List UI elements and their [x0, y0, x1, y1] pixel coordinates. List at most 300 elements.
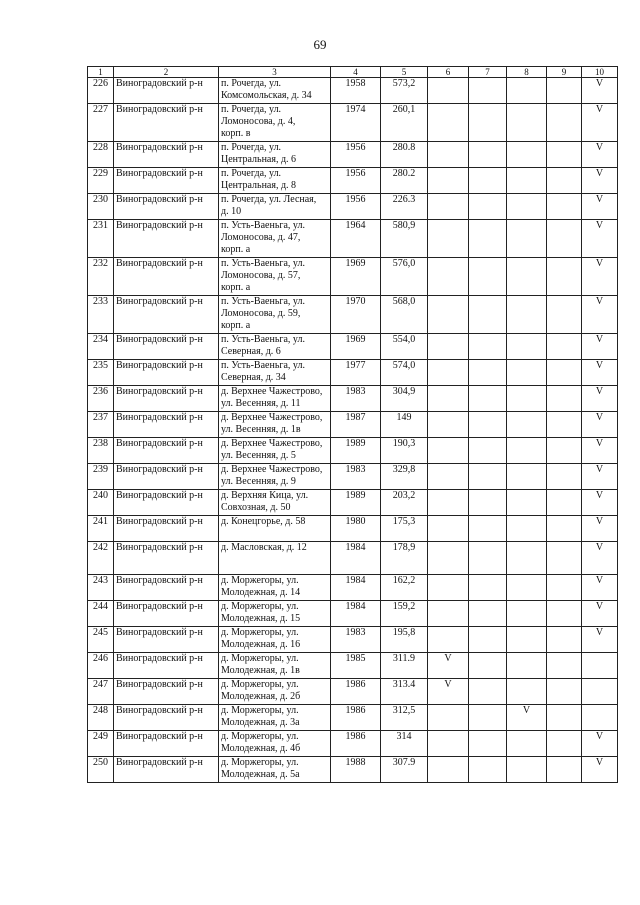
address-cell — [219, 731, 331, 757]
address-line: Молодежная, д. 14 — [221, 587, 301, 598]
year-cell: 1958 — [331, 78, 381, 104]
column-8-mark-cell — [507, 412, 547, 438]
column-7-cell — [469, 258, 507, 296]
column-7-cell — [469, 142, 507, 168]
area-cell: 203,2 — [381, 490, 428, 516]
district-cell: Виноградовский р-н — [114, 490, 219, 516]
address-line: Молодежная, д. 5а — [221, 769, 300, 780]
address-line: п. Усть-Ваеньга, ул. — [221, 258, 305, 269]
column-9-cell — [547, 386, 582, 412]
district-cell: Виноградовский р-н — [114, 168, 219, 194]
column-7-cell — [469, 705, 507, 731]
column-6-mark-cell — [428, 490, 469, 516]
column-10-mark-cell — [582, 679, 618, 705]
column-6-mark-cell: V — [428, 653, 469, 679]
year-cell: 1974 — [331, 104, 381, 142]
column-6-mark-cell — [428, 220, 469, 258]
address-cell — [219, 601, 331, 627]
column-9-cell — [547, 679, 582, 705]
column-10-mark-cell: V — [582, 194, 618, 220]
column-6-mark-cell: V — [428, 679, 469, 705]
area-cell: 576,0 — [381, 258, 428, 296]
column-8-mark-cell — [507, 575, 547, 601]
column-8-mark-cell — [507, 679, 547, 705]
column-6-mark-cell — [428, 258, 469, 296]
row-number-cell: 237 — [88, 412, 114, 438]
area-cell: 280.8 — [381, 142, 428, 168]
column-10-mark-cell: V — [582, 168, 618, 194]
column-6-mark-cell — [428, 296, 469, 334]
column-10-mark-cell: V — [582, 601, 618, 627]
row-number-cell: 242 — [88, 542, 114, 575]
column-7-cell — [469, 296, 507, 334]
area-cell: 312,5 — [381, 705, 428, 731]
address-line: п. Усть-Ваеньга, ул. — [221, 334, 305, 345]
year-cell: 1956 — [331, 168, 381, 194]
column-7-cell — [469, 490, 507, 516]
column-9-cell — [547, 516, 582, 542]
column-header: 10 — [582, 67, 618, 78]
column-header: 7 — [469, 67, 507, 78]
address-line: Молодежная, д. 16 — [221, 639, 301, 650]
address-cell — [219, 168, 331, 194]
column-7-cell — [469, 104, 507, 142]
year-cell: 1986 — [331, 705, 381, 731]
row-number-cell: 246 — [88, 653, 114, 679]
column-9-cell — [547, 142, 582, 168]
address-cell — [219, 438, 331, 464]
area-cell: 580,9 — [381, 220, 428, 258]
column-8-mark-cell — [507, 542, 547, 575]
row-number-cell: 238 — [88, 438, 114, 464]
row-number-cell: 247 — [88, 679, 114, 705]
table-row — [88, 296, 618, 334]
district-cell: Виноградовский р-н — [114, 516, 219, 542]
column-7-cell — [469, 542, 507, 575]
address-line: Молодежная, д. 15 — [221, 613, 301, 624]
column-10-mark-cell — [582, 705, 618, 731]
column-8-mark-cell — [507, 142, 547, 168]
area-cell: 175,3 — [381, 516, 428, 542]
address-line: корп. а — [221, 282, 251, 293]
column-9-cell — [547, 490, 582, 516]
column-7-cell — [469, 438, 507, 464]
table-row — [88, 220, 618, 258]
column-7-cell — [469, 220, 507, 258]
row-number-cell: 244 — [88, 601, 114, 627]
address-cell — [219, 78, 331, 104]
address-cell — [219, 104, 331, 142]
district-cell: Виноградовский р-н — [114, 653, 219, 679]
column-6-mark-cell — [428, 386, 469, 412]
area-cell: 226.3 — [381, 194, 428, 220]
address-cell — [219, 386, 331, 412]
column-7-cell — [469, 194, 507, 220]
column-8-mark-cell — [507, 104, 547, 142]
column-10-mark-cell: V — [582, 412, 618, 438]
address-cell — [219, 142, 331, 168]
row-number-cell: 231 — [88, 220, 114, 258]
table-row — [88, 104, 618, 142]
column-10-mark-cell: V — [582, 220, 618, 258]
column-9-cell — [547, 412, 582, 438]
district-cell: Виноградовский р-н — [114, 627, 219, 653]
column-7-cell — [469, 679, 507, 705]
column-7-cell — [469, 516, 507, 542]
address-line: п. Усть-Ваеньга, ул. — [221, 360, 305, 371]
area-cell: 195,8 — [381, 627, 428, 653]
column-10-mark-cell: V — [582, 296, 618, 334]
address-line: д. Верхнее Чажестрово, — [221, 464, 323, 475]
column-8-mark-cell — [507, 168, 547, 194]
column-10-mark-cell: V — [582, 757, 618, 783]
column-10-mark-cell: V — [582, 627, 618, 653]
housing-registry-table — [87, 66, 618, 783]
district-cell: Виноградовский р-н — [114, 104, 219, 142]
column-6-mark-cell — [428, 575, 469, 601]
district-cell: Виноградовский р-н — [114, 731, 219, 757]
area-cell: 304,9 — [381, 386, 428, 412]
address-line: ул. Весенняя, д. 11 — [221, 398, 301, 409]
area-cell: 568,0 — [381, 296, 428, 334]
table-row — [88, 438, 618, 464]
column-10-mark-cell: V — [582, 258, 618, 296]
district-cell: Виноградовский р-н — [114, 386, 219, 412]
column-9-cell — [547, 757, 582, 783]
address-line: Ломоносова, д. 59, — [221, 308, 301, 319]
area-cell: 178,9 — [381, 542, 428, 575]
column-8-mark-cell — [507, 220, 547, 258]
year-cell: 1985 — [331, 653, 381, 679]
column-8-mark-cell — [507, 334, 547, 360]
district-cell: Виноградовский р-н — [114, 679, 219, 705]
column-9-cell — [547, 653, 582, 679]
table-row — [88, 731, 618, 757]
district-cell: Виноградовский р-н — [114, 412, 219, 438]
column-9-cell — [547, 601, 582, 627]
address-line: Комсомольская, д. 34 — [221, 90, 312, 101]
column-9-cell — [547, 627, 582, 653]
year-cell: 1969 — [331, 334, 381, 360]
district-cell: Виноградовский р-н — [114, 334, 219, 360]
column-9-cell — [547, 464, 582, 490]
district-cell: Виноградовский р-н — [114, 194, 219, 220]
year-cell: 1984 — [331, 542, 381, 575]
district-cell: Виноградовский р-н — [114, 705, 219, 731]
column-10-mark-cell: V — [582, 142, 618, 168]
address-cell — [219, 334, 331, 360]
table-row — [88, 464, 618, 490]
column-7-cell — [469, 78, 507, 104]
column-8-mark-cell — [507, 386, 547, 412]
district-cell: Виноградовский р-н — [114, 360, 219, 386]
address-line: Ломоносова, д. 57, — [221, 270, 301, 281]
column-6-mark-cell — [428, 78, 469, 104]
column-8-mark-cell — [507, 464, 547, 490]
column-9-cell — [547, 334, 582, 360]
column-8-mark-cell — [507, 78, 547, 104]
year-cell: 1970 — [331, 296, 381, 334]
row-number-cell: 228 — [88, 142, 114, 168]
district-cell: Виноградовский р-н — [114, 601, 219, 627]
address-line: д. Верхнее Чажестрово, — [221, 438, 323, 449]
column-10-mark-cell: V — [582, 516, 618, 542]
column-6-mark-cell — [428, 601, 469, 627]
row-number-cell: 240 — [88, 490, 114, 516]
address-line: д. Моржегоры, ул. — [221, 757, 299, 768]
table-row — [88, 653, 618, 679]
column-10-mark-cell: V — [582, 464, 618, 490]
column-6-mark-cell — [428, 464, 469, 490]
column-7-cell — [469, 731, 507, 757]
row-number-cell: 229 — [88, 168, 114, 194]
year-cell: 1983 — [331, 464, 381, 490]
column-8-mark-cell — [507, 258, 547, 296]
column-9-cell — [547, 542, 582, 575]
address-line: д. Моржегоры, ул. — [221, 679, 299, 690]
address-cell — [219, 360, 331, 386]
column-6-mark-cell — [428, 194, 469, 220]
column-9-cell — [547, 705, 582, 731]
district-cell: Виноградовский р-н — [114, 757, 219, 783]
row-number-cell: 248 — [88, 705, 114, 731]
column-7-cell — [469, 360, 507, 386]
address-line: п. Усть-Ваеньга, ул. — [221, 220, 305, 231]
table-row — [88, 386, 618, 412]
column-header: 9 — [547, 67, 582, 78]
table-row — [88, 412, 618, 438]
area-cell: 280.2 — [381, 168, 428, 194]
address-line: ул. Весенняя, д. 9 — [221, 476, 296, 487]
column-8-mark-cell — [507, 601, 547, 627]
row-number-cell: 227 — [88, 104, 114, 142]
area-cell: 260,1 — [381, 104, 428, 142]
column-7-cell — [469, 575, 507, 601]
column-6-mark-cell — [428, 542, 469, 575]
address-line: Молодежная, д. 4б — [221, 743, 301, 754]
address-cell — [219, 575, 331, 601]
district-cell: Виноградовский р-н — [114, 220, 219, 258]
area-cell: 314 — [381, 731, 428, 757]
address-cell — [219, 258, 331, 296]
address-cell — [219, 679, 331, 705]
area-cell: 159,2 — [381, 601, 428, 627]
table-row — [88, 490, 618, 516]
district-cell: Виноградовский р-н — [114, 464, 219, 490]
page-number: 69 — [313, 37, 327, 52]
year-cell: 1987 — [331, 412, 381, 438]
year-cell: 1984 — [331, 575, 381, 601]
address-cell — [219, 516, 331, 542]
year-cell: 1964 — [331, 220, 381, 258]
column-6-mark-cell — [428, 168, 469, 194]
column-8-mark-cell — [507, 194, 547, 220]
address-cell — [219, 653, 331, 679]
column-6-mark-cell — [428, 705, 469, 731]
column-10-mark-cell: V — [582, 438, 618, 464]
area-cell: 149 — [381, 412, 428, 438]
column-7-cell — [469, 412, 507, 438]
row-number-cell: 236 — [88, 386, 114, 412]
column-10-mark-cell: V — [582, 104, 618, 142]
address-line: п. Усть-Ваеньга, ул. — [221, 296, 305, 307]
column-8-mark-cell — [507, 296, 547, 334]
header-row — [88, 67, 618, 78]
area-cell: 329,8 — [381, 464, 428, 490]
area-cell: 311.9 — [381, 653, 428, 679]
table-row — [88, 78, 618, 104]
address-line: Центральная, д. 8 — [221, 180, 297, 191]
district-cell: Виноградовский р-н — [114, 78, 219, 104]
address-line: Совхозная, д. 50 — [221, 502, 291, 513]
column-10-mark-cell — [582, 653, 618, 679]
column-6-mark-cell — [428, 438, 469, 464]
column-header: 1 — [88, 67, 114, 78]
address-line: корп. в — [221, 128, 251, 139]
row-number-cell: 230 — [88, 194, 114, 220]
table-body — [88, 78, 618, 783]
column-8-mark-cell — [507, 360, 547, 386]
district-cell: Виноградовский р-н — [114, 542, 219, 575]
table-row — [88, 334, 618, 360]
address-cell — [219, 705, 331, 731]
column-9-cell — [547, 168, 582, 194]
column-8-mark-cell — [507, 757, 547, 783]
column-7-cell — [469, 464, 507, 490]
table-row — [88, 575, 618, 601]
column-header: 6 — [428, 67, 469, 78]
address-line: Молодежная, д. 3а — [221, 717, 300, 728]
row-number-cell: 241 — [88, 516, 114, 542]
row-number-cell: 226 — [88, 78, 114, 104]
district-cell: Виноградовский р-н — [114, 438, 219, 464]
column-7-cell — [469, 601, 507, 627]
address-line: Молодежная, д. 1в — [221, 665, 300, 676]
address-line: д. Верхнее Чажестрово, — [221, 386, 323, 397]
table-row — [88, 194, 618, 220]
column-8-mark-cell — [507, 490, 547, 516]
column-10-mark-cell: V — [582, 731, 618, 757]
address-line: д. Верхнее Чажестрово, — [221, 412, 323, 423]
column-8-mark-cell: V — [507, 705, 547, 731]
area-cell: 313.4 — [381, 679, 428, 705]
row-number-cell: 250 — [88, 757, 114, 783]
column-9-cell — [547, 78, 582, 104]
row-number-cell: 243 — [88, 575, 114, 601]
area-cell: 190,3 — [381, 438, 428, 464]
address-line: п. Рочегда, ул. — [221, 78, 282, 89]
column-10-mark-cell: V — [582, 542, 618, 575]
column-10-mark-cell: V — [582, 490, 618, 516]
table-row — [88, 258, 618, 296]
column-header: 4 — [331, 67, 381, 78]
address-line: п. Рочегда, ул. — [221, 104, 282, 115]
column-9-cell — [547, 258, 582, 296]
column-9-cell — [547, 575, 582, 601]
column-9-cell — [547, 731, 582, 757]
table-row — [88, 601, 618, 627]
row-number-cell: 249 — [88, 731, 114, 757]
address-cell — [219, 757, 331, 783]
table-row — [88, 705, 618, 731]
district-cell: Виноградовский р-н — [114, 142, 219, 168]
column-6-mark-cell — [428, 360, 469, 386]
address-line: д. Конецгорье, д. 58 — [221, 516, 306, 527]
address-line: Ломоносова, д. 4, — [221, 116, 296, 127]
address-line: д. Моржегоры, ул. — [221, 575, 299, 586]
column-header: 2 — [114, 67, 219, 78]
row-number-cell: 232 — [88, 258, 114, 296]
address-line: корп. а — [221, 244, 251, 255]
address-cell — [219, 194, 331, 220]
table-row — [88, 168, 618, 194]
address-cell — [219, 412, 331, 438]
column-10-mark-cell: V — [582, 360, 618, 386]
column-6-mark-cell — [428, 104, 469, 142]
year-cell: 1986 — [331, 679, 381, 705]
year-cell: 1969 — [331, 258, 381, 296]
column-7-cell — [469, 757, 507, 783]
table-row — [88, 627, 618, 653]
address-line: д. Моржегоры, ул. — [221, 601, 299, 612]
column-10-mark-cell: V — [582, 386, 618, 412]
column-6-mark-cell — [428, 334, 469, 360]
address-line: д. 10 — [221, 206, 242, 217]
district-cell: Виноградовский р-н — [114, 296, 219, 334]
year-cell: 1956 — [331, 142, 381, 168]
row-number-cell: 233 — [88, 296, 114, 334]
address-cell — [219, 220, 331, 258]
table-row — [88, 542, 618, 575]
address-cell — [219, 542, 331, 575]
column-9-cell — [547, 438, 582, 464]
table-row — [88, 516, 618, 542]
address-line: Ломоносова, д. 47, — [221, 232, 301, 243]
column-7-cell — [469, 653, 507, 679]
column-header: 3 — [219, 67, 331, 78]
column-6-mark-cell — [428, 142, 469, 168]
area-cell: 554,0 — [381, 334, 428, 360]
column-9-cell — [547, 104, 582, 142]
area-cell: 162,2 — [381, 575, 428, 601]
column-7-cell — [469, 334, 507, 360]
column-8-mark-cell — [507, 731, 547, 757]
district-cell: Виноградовский р-н — [114, 575, 219, 601]
address-line: ул. Весенняя, д. 5 — [221, 450, 296, 461]
row-number-cell: 235 — [88, 360, 114, 386]
table-row — [88, 757, 618, 783]
address-line: Северная, д. 6 — [221, 346, 281, 357]
address-line: Молодежная, д. 2б — [221, 691, 301, 702]
address-line: д. Моржегоры, ул. — [221, 653, 299, 664]
year-cell: 1986 — [331, 731, 381, 757]
address-cell — [219, 296, 331, 334]
address-cell — [219, 627, 331, 653]
column-6-mark-cell — [428, 516, 469, 542]
table-row — [88, 360, 618, 386]
district-cell: Виноградовский р-н — [114, 258, 219, 296]
year-cell: 1980 — [331, 516, 381, 542]
address-line: п. Рочегда, ул. — [221, 142, 282, 153]
column-header: 8 — [507, 67, 547, 78]
address-line: п. Рочегда, ул. — [221, 168, 282, 179]
column-6-mark-cell — [428, 731, 469, 757]
column-8-mark-cell — [507, 627, 547, 653]
row-number-cell: 239 — [88, 464, 114, 490]
column-6-mark-cell — [428, 757, 469, 783]
year-cell: 1988 — [331, 757, 381, 783]
column-8-mark-cell — [507, 653, 547, 679]
